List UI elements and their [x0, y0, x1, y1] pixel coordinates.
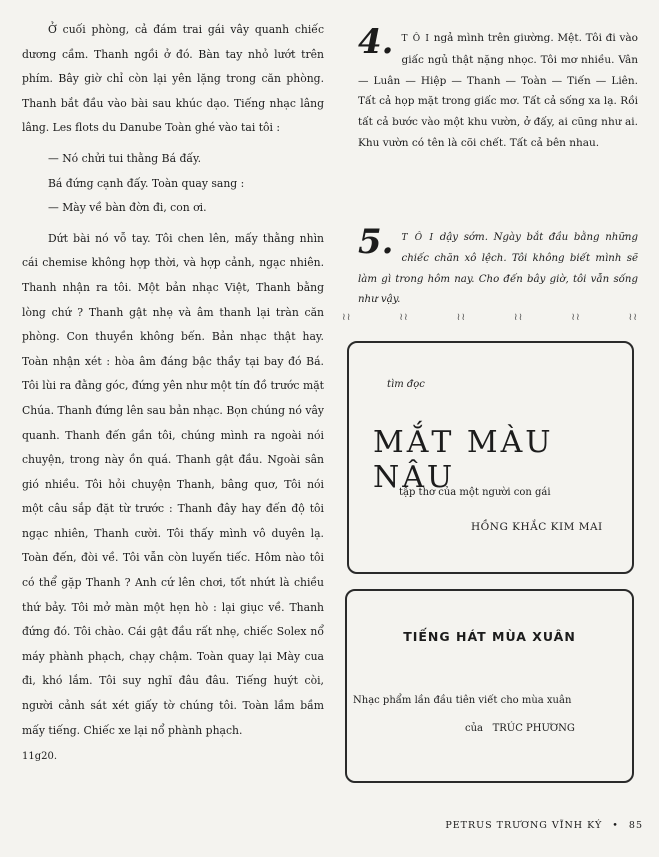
ornament-mark: ≀≀ [513, 312, 524, 323]
song-advertisement [345, 589, 634, 783]
footer-bullet: • [612, 820, 619, 831]
book-title: MẮT MÀU NÂU [373, 425, 554, 495]
book-author: HỒNG KHẮC KIM MAI [471, 521, 603, 533]
story-time-signature: 11g20. [22, 751, 58, 763]
section-4 [358, 22, 638, 154]
dialog-line-1: — Nó chửi tui thằng Bá đấy. [48, 151, 202, 165]
page-number: 85 [628, 820, 643, 831]
publication-name: PETRUS TRƯƠNG VĨNH KÝ [445, 820, 603, 831]
composer-name: TRÚC PHƯƠNG [492, 723, 575, 734]
section-4-text: ngả mình trên giường. Mệt. Tôi đi vào giấc ngủ thật nặng nhọc. Tôi mơ nhiều. Vân — Luân — Hiệp — Thanh — Toàn — Tiến — Liên. Tất cả họp mặt trong giấc mơ. Tất cả sống xa lạ. Rồi tất cả bước vào một khu vườn, ở đấy, ai cũng như ai. Khu vườn có tên là cõi chết. Tất cả bên nhau. [358, 32, 638, 149]
section-5-number: 5. [358, 222, 394, 262]
book-subtitle: tập thơ của một người con gái [399, 487, 551, 498]
section-5-text: dậy sớm. Ngày bắt đầu bằng những chiếc chăn xô lệch. Tôi không biết mình sẽ làm gì trong hôm nay. Cho đến bây giờ, tôi vẫn sống như vậy. [358, 232, 638, 306]
ornament-mark: ≀≀ [571, 312, 581, 323]
ornament-mark: ≀≀ [399, 312, 409, 323]
story-paragraph-2: Dứt bài nó vỗ tay. Tôi chen lên, mấy thằng nhìn cái chemise không hợp thời, và hợp cảnh, ngạc nhiên. Thanh nhận ra tôi. Một bản nhạc Việt, Thanh bằng lòng chứ ? Thanh gật nhẹ và âm thanh lại tràn căn phòng. Con thuyền không bến. Bản nhạc thật hay. Toàn nhận xét : hòa âm đáng bậc thầy tại bay đó Bá. Tôi lùi ra đằng góc, đứng yên như một tín đồ trước mặt Chúa. Thanh đứng lên sau bản nhạc. Bọn chúng nó vây quanh. Thanh đến gần tôi, chúng mình ra ngoài nói chuyện, trong này ồn quá. Thanh gật đầu. Ngoài sân gió nhiều. Tôi hỏi chuyện Thanh, bâng quơ, Tôi nói một câu sắp đặt từ trước : Thanh đây hay đến độ tôi ngạc nhiên, Thanh cười. Tôi thấy mình vô duyên lạ. Toàn đến, đòi về. Tôi vẫn còn luyến tiếc. Hôm nào tôi có thể gặp Thanh ? Anh cứ lên chơi, tốt nhứt là chiều thứ bảy. Tôi mở màn một hẹn hò : lại giục về. Thanh đứng đó. Tôi chào. Cái gật đầu rất nhẹ, chiếc Solex nổ máy phành phạch, chạy chậm. Toàn quay lại Mày cua đi, khó lắm. Tôi suy nghĩ đâu đâu. Tiếng huýt còi, người cảnh sát xét giấy tờ chúng tôi. Toàn lầm bầm mấy tiếng. Chiếc xe lại nổ phành phạch. [22, 231, 324, 737]
section-5-lead: T Ô I [401, 233, 435, 243]
narration-line: Bá đứng cạnh đấy. Toàn quay sang : [48, 176, 245, 190]
ornament-mark: ≀≀ [342, 312, 352, 323]
song-composer-line [465, 723, 575, 734]
story-paragraph-1: Ở cuối phòng, cả đám trai gái vây quanh chiếc dương cầm. Thanh ngồi ở đó. Bàn tay nhỏ lướt trên phím. Bây giờ chỉ còn lại yên lặng trong căn phòng. Thanh bắt đầu vào bài sau khúc dạo. Tiếng nhạc lâng lâng. Les flots du Danube Toàn ghé vào tai tôi : [22, 23, 324, 135]
song-description: Nhạc phẩm lần đầu tiên viết cho mùa xuân [353, 695, 572, 706]
section-4-lead: T Ô I [401, 34, 430, 44]
ornament-mark: ≀≀ [456, 312, 467, 323]
dialog-line-2: — Mày về bàn đờn đi, con ơi. [48, 201, 207, 215]
ornament-mark: ≀≀ [628, 312, 638, 323]
book-advertisement [347, 341, 634, 574]
section-5 [358, 222, 638, 311]
ornament-divider [342, 312, 638, 323]
song-title: TIẾNG HÁT MÙA XUÂN [403, 629, 576, 644]
story-left-column [22, 18, 324, 770]
page-footer [445, 820, 643, 831]
composer-prefix: của [465, 723, 484, 734]
ad-invite-text: tìm đọc [387, 379, 425, 390]
section-4-number: 4. [358, 22, 394, 62]
